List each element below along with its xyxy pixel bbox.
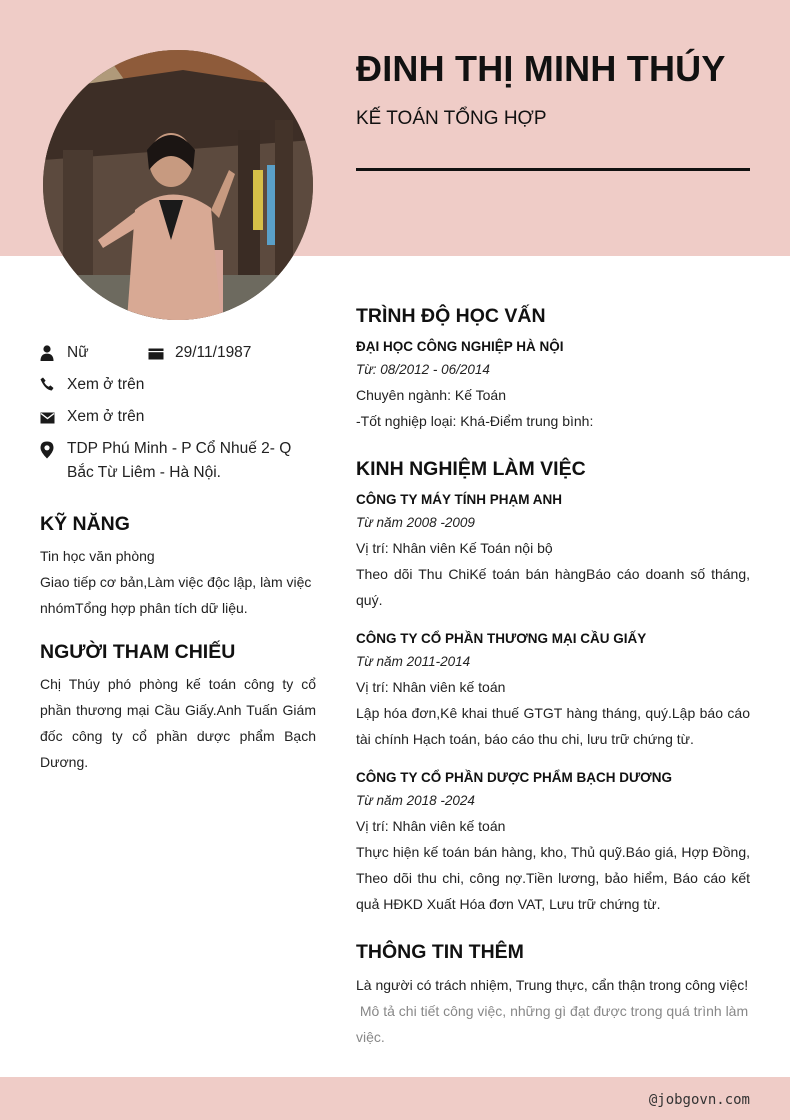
experience-heading: KINH NGHIỆM LÀM VIỆC	[356, 458, 586, 480]
gender-text: Nữ	[67, 344, 89, 361]
education-school: ĐẠI HỌC CÔNG NGHIỆP HÀ NỘI	[356, 339, 564, 354]
email-icon	[40, 411, 54, 427]
education-heading: TRÌNH ĐỘ HỌC VẤN	[356, 305, 546, 327]
references-text: Chị Thúy phó phòng kế toán công ty cổ phần thương mại Cầu Giấy.Anh Tuấn Giám đốc công ty cổ phần dược phẩm Bạch Dương.	[40, 676, 316, 770]
job-2-description: Lập hóa đơn,Kê khai thuế GTGT hàng tháng, quý.Lập báo cáo tài chính Hạch toán, báo cáo thu chi, lưu trữ chứng từ.	[356, 705, 750, 747]
job-title: KẾ TOÁN TỔNG HỢP	[356, 108, 547, 129]
skill-line-1: Tin học văn phòng	[40, 548, 155, 564]
contact-phone	[40, 376, 240, 396]
job-1-dates: Từ năm 2008 -2009	[356, 515, 475, 530]
birthdate-text: 29/11/1987	[175, 344, 252, 361]
skills-heading: KỸ NĂNG	[40, 513, 130, 535]
education-dates: Từ: 08/2012 - 06/2014	[356, 362, 490, 377]
references-heading: NGƯỜI THAM CHIẾU	[40, 641, 236, 663]
additional-heading: THÔNG TIN THÊM	[356, 941, 524, 963]
address-line1: TDP Phú Minh - P Cổ Nhuế 2- Q	[67, 440, 292, 457]
profile-photo	[43, 50, 313, 320]
job-3-position: Vị trí: Nhân viên kế toán	[356, 818, 506, 834]
job-2-dates: Từ năm 2011-2014	[356, 654, 471, 669]
email-text: Xem ở trên	[67, 408, 145, 425]
phone-text: Xem ở trên	[67, 376, 145, 393]
job-2-position: Vị trí: Nhân viên kế toán	[356, 679, 506, 695]
contact-birthdate	[148, 344, 288, 364]
job-1-description: Theo dõi Thu ChiKế toán bán hàngBáo cáo doanh số tháng, quý.	[356, 566, 750, 608]
job-1-position: Vị trí: Nhân viên Kế Toán nội bộ	[356, 540, 553, 556]
job-1-company: CÔNG TY MÁY TÍNH PHẠM ANH	[356, 492, 563, 507]
job-3-description: Thực hiện kế toán bán hàng, kho, Thủ quỹ.Báo giá, Hợp Đồng, Theo dõi thu chi, công nợ.Tiền lương, bảo hiểm, Báo cáo kết quả HĐKD Xuất Hóa đơn VAT, Lưu trữ chứng từ.	[356, 844, 750, 912]
address-line2: Bắc Từ Liêm - Hà Nội.	[67, 464, 221, 481]
contact-gender	[40, 344, 160, 364]
job-2-company: CÔNG TY CỔ PHẦN THƯƠNG MẠI CẦU GIẤY	[356, 631, 647, 646]
contact-address	[40, 440, 316, 488]
calendar-icon	[148, 347, 162, 363]
person-icon	[40, 345, 54, 361]
additional-placeholder: Mô tả chi tiết công việc, những gì đạt được trong quá trình làm việc.	[356, 1003, 753, 1045]
job-3-dates: Từ năm 2018 -2024	[356, 793, 475, 808]
person-name: ĐINH THỊ MINH THÚY	[356, 48, 726, 89]
phone-icon	[40, 377, 54, 393]
contact-email	[40, 408, 240, 428]
skill-line-3: nhómTổng hợp phân tích dữ liệu.	[40, 600, 248, 616]
footer-site: @jobgovn.com	[648, 1092, 750, 1108]
title-divider	[356, 168, 750, 171]
job-3-company: CÔNG TY CỔ PHẦN DƯỢC PHẨM BẠCH DƯƠNG	[356, 770, 672, 785]
skill-line-2: Giao tiếp cơ bản,Làm việc độc lập, làm việc	[40, 574, 312, 590]
additional-line1: Là người có trách nhiệm, Trung thực, cẩn thận trong công việc!	[356, 977, 749, 993]
location-pin-icon	[40, 441, 54, 459]
education-major: Chuyên ngành: Kế Toán	[356, 387, 506, 403]
education-grade: -Tốt nghiệp loại: Khá-Điểm trung bình:	[356, 413, 594, 429]
